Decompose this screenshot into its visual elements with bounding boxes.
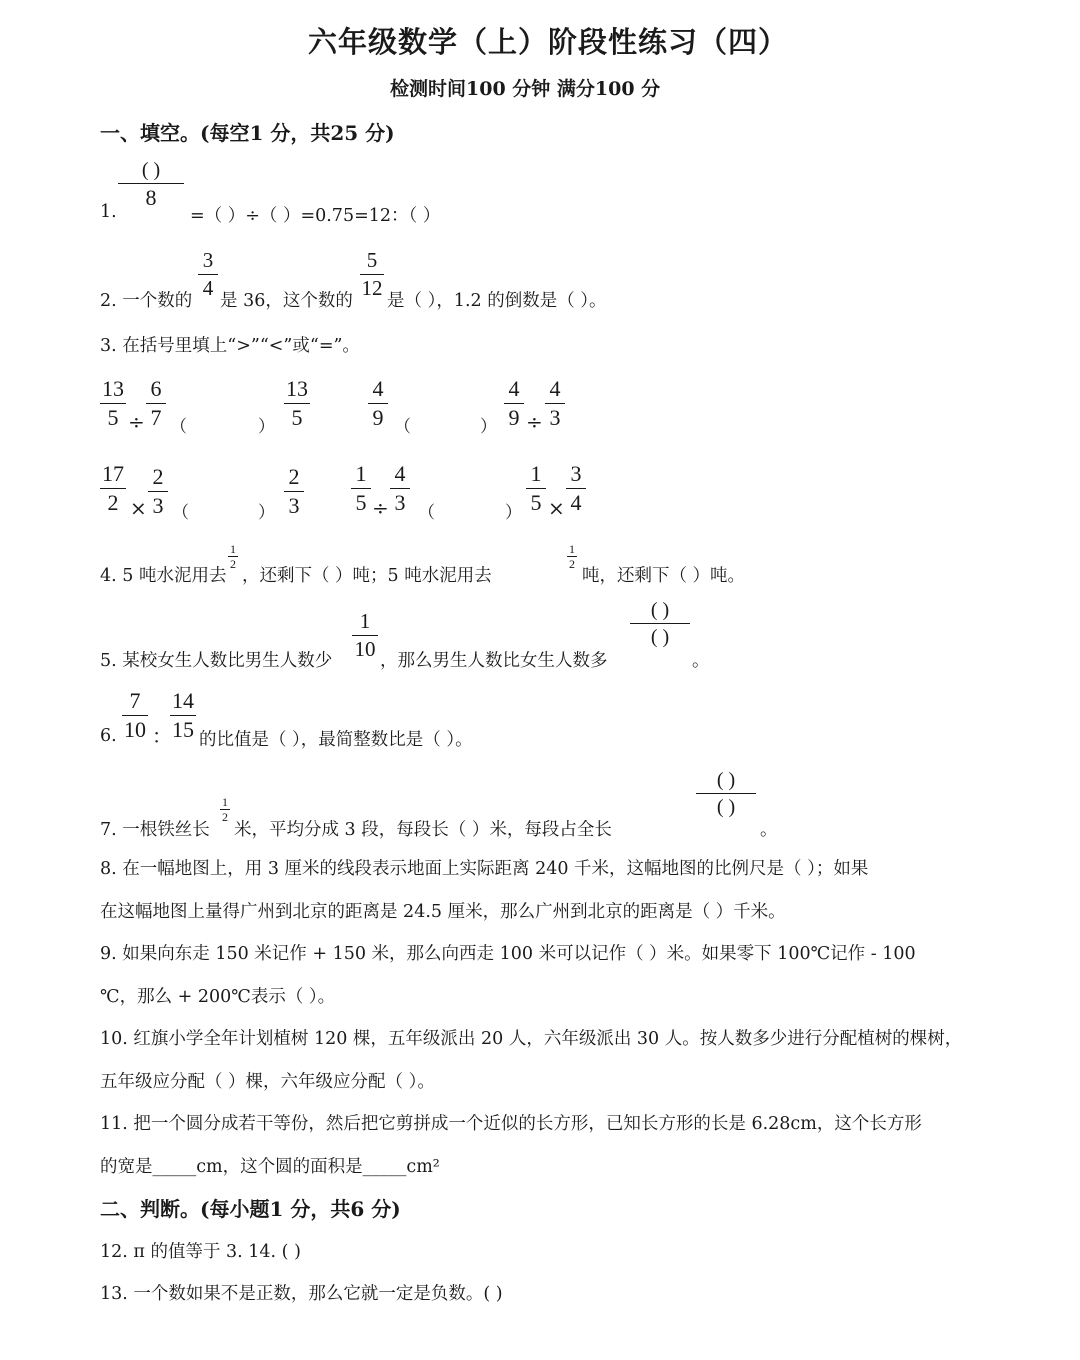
q4-text-a: 4. 5 吨水泥用去 [100, 566, 227, 586]
answer-close-paren: ） [505, 503, 522, 523]
q6-label: 6. [100, 726, 117, 746]
q1-fraction-denominator: 8 [145, 185, 157, 210]
multiply-sign: × [130, 496, 147, 520]
page-title: 六年级数学（上）阶段性练习（四） [308, 25, 789, 59]
q2-fraction-2 [360, 250, 384, 299]
multiply-sign: × [548, 496, 565, 520]
q7-fraction [220, 796, 230, 823]
q1-text: =（ ）÷（ ）=0.75=12：（ ） [190, 206, 441, 226]
den: 2 [569, 557, 575, 571]
q2-f1-den: 4 [202, 276, 214, 300]
cmp-r1-fraction [545, 378, 565, 429]
den: 5 [107, 405, 119, 430]
num: 1 [222, 795, 228, 809]
q2-text-a: 2. 一个数的 [100, 291, 193, 311]
divide-sign: ÷ [372, 496, 389, 520]
cmp-r2-fraction [566, 463, 586, 514]
num: 1 [359, 609, 371, 633]
q3-text: 3. 在括号里填上“>”“<”或“=”。 [100, 336, 360, 356]
answer-open-paren: （ [170, 417, 187, 437]
q1-fraction [118, 160, 184, 209]
num: 4 [508, 376, 520, 401]
q7-answer-fraction [696, 770, 756, 817]
q11-line-1: 11. 把一个圆分成若干等份，然后把它剪拼成一个近似的长方形，已知长方形的长是 6.28cm，这个长方形 [100, 1114, 922, 1134]
num: 1 [230, 542, 236, 556]
q5-text-c: 。 [692, 651, 710, 671]
q1-label: 1. [100, 202, 117, 222]
num: 17 [102, 461, 124, 486]
q7-text-b: 米，平均分成 3 段，每段长（ ）米，每段占全长 [234, 820, 612, 840]
q8-line-1: 8. 在一幅地图上，用 3 厘米的线段表示地面上实际距离 240 千米，这幅地图的比例尺是（ ）；如果 [100, 859, 869, 879]
num: 7 [129, 688, 141, 713]
answer-close-paren: ） [480, 417, 497, 437]
q4-text-c: 吨，还剩下（ ）吨。 [582, 566, 746, 586]
den: 2 [222, 810, 228, 824]
cmp-r1-fraction [368, 378, 388, 429]
den: 15 [172, 717, 194, 742]
q5-answer-fraction [630, 600, 690, 647]
q4-fraction-2 [567, 543, 577, 570]
q2-fraction-1 [198, 250, 218, 299]
section-2-title: 二、判断。(每小题1 分，共6 分) [100, 1197, 401, 1221]
cmp-r2-fraction [100, 463, 126, 514]
q4-text-b: ，还剩下（ ）吨；5 吨水泥用去 [242, 566, 492, 586]
den: 10 [124, 717, 146, 742]
num: 2 [288, 464, 300, 489]
divide-sign: ÷ [526, 410, 543, 434]
q4-fraction-1 [228, 543, 238, 570]
q2-text-b: 是 36，这个数的 [220, 291, 353, 311]
cmp-r1-fraction [146, 378, 166, 429]
q2-f2-den: 12 [361, 276, 383, 300]
q2-f2-num: 5 [366, 248, 378, 272]
q5-fraction [352, 611, 378, 660]
q10-line-2: 五年级应分配（ ）棵，六年级应分配（ ）。 [100, 1072, 435, 1092]
ratio-colon: ： [152, 724, 172, 748]
answer-open-paren: （ [172, 503, 189, 523]
cmp-r2-fraction [284, 466, 304, 517]
den: 10 [354, 637, 376, 661]
num: 1 [355, 461, 367, 486]
q13-text: 13. 一个数如果不是正数，那么它就一定是负数。( ) [100, 1284, 503, 1304]
q2-text-c: 是（ ），1.2 的倒数是（ ）。 [387, 291, 607, 311]
den: 5 [530, 490, 542, 515]
q5-text-a: 5. 某校女生人数比男生人数少 [100, 651, 333, 671]
num: 4 [394, 461, 406, 486]
num: 4 [372, 376, 384, 401]
den: 3 [288, 493, 300, 518]
numerator-blank: ( ) [650, 599, 670, 621]
num: 4 [549, 376, 561, 401]
numerator-blank: ( ) [716, 769, 736, 791]
cmp-r2-fraction [351, 463, 371, 514]
den: 9 [372, 405, 384, 430]
q6-text: 的比值是（ ），最简整数比是（ ）。 [199, 730, 473, 750]
den: 3 [152, 493, 164, 518]
q7-text-c: 。 [760, 820, 778, 840]
q7-text-a: 7. 一根铁丝长 [100, 820, 210, 840]
q9-line-2: ℃，那么 + 200℃表示（ ）。 [100, 987, 336, 1007]
num: 3 [570, 461, 582, 486]
cmp-r2-fraction [526, 463, 546, 514]
q12-text: 12. π 的值等于 3. 14. ( ) [100, 1242, 301, 1262]
cmp-r1-fraction [284, 378, 310, 429]
q1-fraction-numerator-blank: ( ) [141, 159, 161, 181]
den: 3 [394, 490, 406, 515]
cmp-r2-fraction [148, 466, 168, 517]
cmp-r2-fraction [390, 463, 410, 514]
q9-line-1: 9. 如果向东走 150 米记作 + 150 米，那么向西走 100 米可以记作（ ）米。如果零下 100℃记作 - 100 [100, 944, 916, 964]
num: 1 [530, 461, 542, 486]
divide-sign: ÷ [128, 410, 145, 434]
den: 2 [230, 557, 236, 571]
num: 1 [569, 542, 575, 556]
denominator-blank: ( ) [716, 796, 736, 818]
q6-fraction-1 [122, 690, 148, 741]
num: 6 [150, 376, 162, 401]
q2-f1-num: 3 [202, 248, 214, 272]
den: 9 [508, 405, 520, 430]
section-1-title: 一、填空。(每空1 分，共25 分) [100, 121, 395, 145]
den: 7 [150, 405, 162, 430]
answer-close-paren: ） [258, 503, 275, 523]
answer-open-paren: （ [394, 417, 411, 437]
num: 14 [172, 688, 194, 713]
q6-fraction-2 [170, 690, 196, 741]
den: 2 [107, 490, 119, 515]
den: 5 [291, 405, 303, 430]
q8-line-2: 在这幅地图上量得广州到北京的距离是 24.5 厘米，那么广州到北京的距离是（ ）千米。 [100, 902, 786, 922]
page-subtitle: 检测时间100 分钟 满分100 分 [390, 78, 661, 100]
q10-line-1: 10. 红旗小学全年计划植树 120 棵，五年级派出 20 人，六年级派出 30 人。按人数多少进行分配植树的棵树， [100, 1029, 963, 1049]
cmp-r1-fraction [100, 378, 126, 429]
answer-open-paren: （ [418, 503, 435, 523]
num: 13 [286, 376, 308, 401]
num: 13 [102, 376, 124, 401]
q11-line-2: 的宽是_____cm，这个圆的面积是_____cm² [100, 1157, 440, 1177]
den: 4 [570, 490, 582, 515]
cmp-r1-fraction [504, 378, 524, 429]
denominator-blank: ( ) [650, 626, 670, 648]
den: 3 [549, 405, 561, 430]
num: 2 [152, 464, 164, 489]
q5-text-b: ，那么男生人数比女生人数多 [380, 651, 608, 671]
answer-close-paren: ） [258, 417, 275, 437]
den: 5 [355, 490, 367, 515]
